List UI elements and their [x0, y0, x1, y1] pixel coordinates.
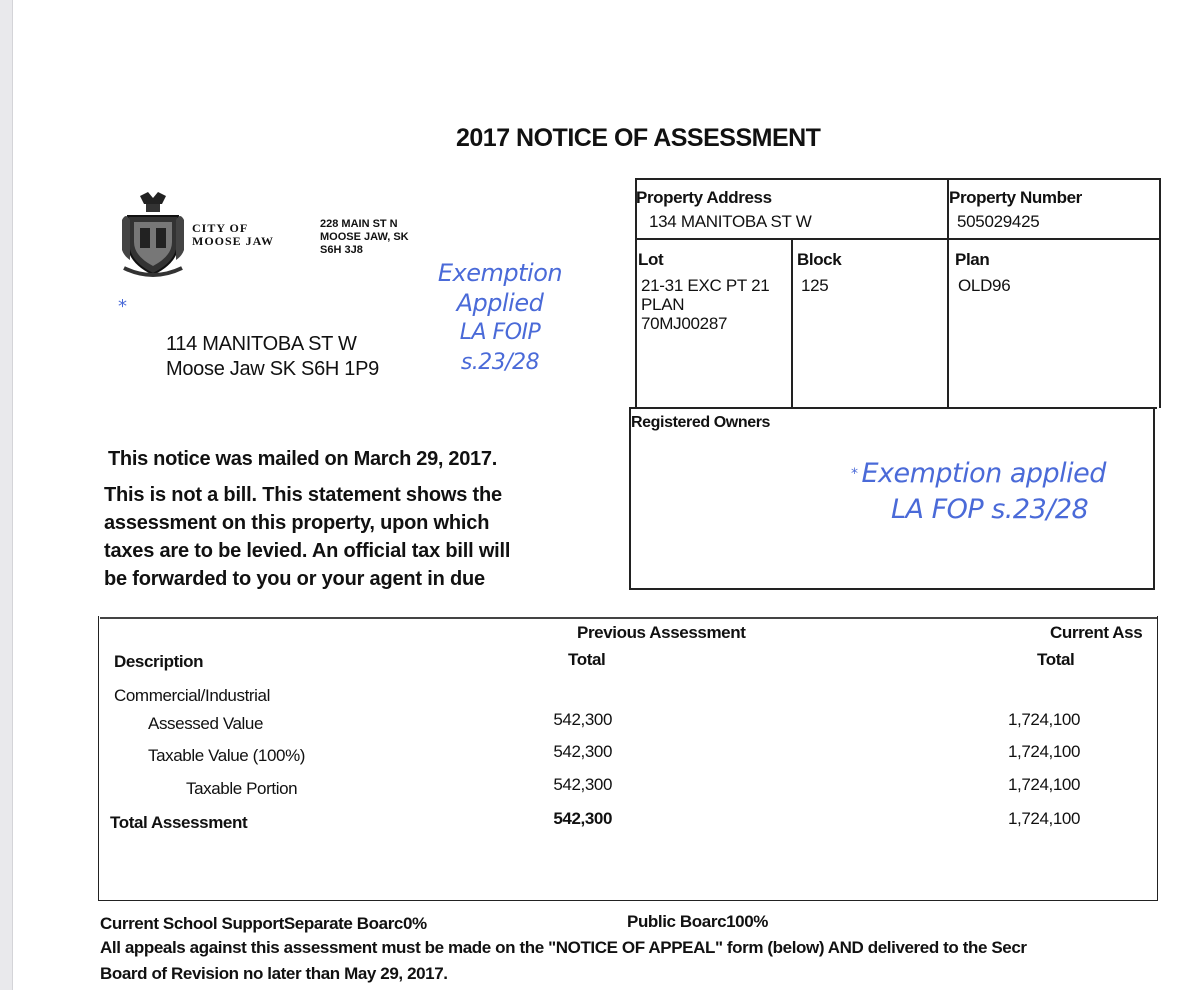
lot-label: Lot — [638, 250, 664, 269]
plan-label: Plan — [955, 250, 990, 269]
property-info-box — [629, 178, 1161, 590]
property-number-value: 505029425 — [957, 212, 1040, 231]
handwritten-mark-asterisk: * — [118, 296, 127, 317]
recipient-line1: 114 MANITOBA ST W — [166, 333, 357, 355]
current-assessment-header: Current Ass — [1050, 623, 1143, 642]
category-label: Commercial/Industrial — [114, 686, 270, 705]
handwritten-annotation-left: Exemption Applied LA FOIP s.23/28 — [437, 259, 563, 375]
description-header: Description — [114, 652, 204, 671]
plan-value: OLD96 — [958, 276, 1011, 295]
current-total-header: Total — [1037, 650, 1075, 669]
appeal-instructions-line1: All appeals against this assessment must be made on the "NOTICE OF APPEAL" form (below) AND delivered to the Secr — [100, 938, 1027, 957]
appeal-instructions-line2: Board of Revision no later than May 29, 2017. — [100, 964, 448, 983]
property-address-value: 134 MANITOBA ST W — [649, 212, 812, 231]
lot-value: 21-31 EXC PT 21 PLAN 70MJ00287 — [641, 276, 770, 333]
public-board-line: Public Boarc100% — [627, 912, 768, 931]
recipient-line2: Moose Jaw SK S6H 1P9 — [166, 358, 379, 380]
property-number-label: Property Number — [949, 188, 1082, 207]
mailed-notice: This notice was mailed on March 29, 2017. — [108, 448, 497, 470]
sender-address: 228 MAIN ST N MOOSE JAW, SK S6H 3J8 — [320, 218, 409, 256]
city-name: CITY OF MOOSE JAW — [192, 221, 275, 248]
property-address-label: Property Address — [636, 188, 772, 207]
previous-total-header: Total — [568, 650, 606, 669]
block-value: 125 — [801, 276, 829, 295]
previous-assessment-header: Previous Assessment — [577, 623, 746, 642]
city-crest-icon — [120, 190, 186, 278]
registered-owners-label: Registered Owners — [631, 414, 771, 431]
school-support-line: Current School SupportSeparate Boarc0% — [100, 914, 427, 933]
document-title: 2017 NOTICE OF ASSESSMENT — [456, 124, 821, 152]
block-label: Block — [797, 250, 842, 269]
handwritten-annotation-owners: * Exemption applied LA FOP s.23/28 — [851, 458, 1106, 525]
scrollbar[interactable] — [0, 0, 13, 990]
statement-paragraph: This is not a bill. This statement shows the assessment on this property, upon which taxes are to be levied. An official tax bill will be forwarded to you or your agent in due — [104, 484, 511, 590]
